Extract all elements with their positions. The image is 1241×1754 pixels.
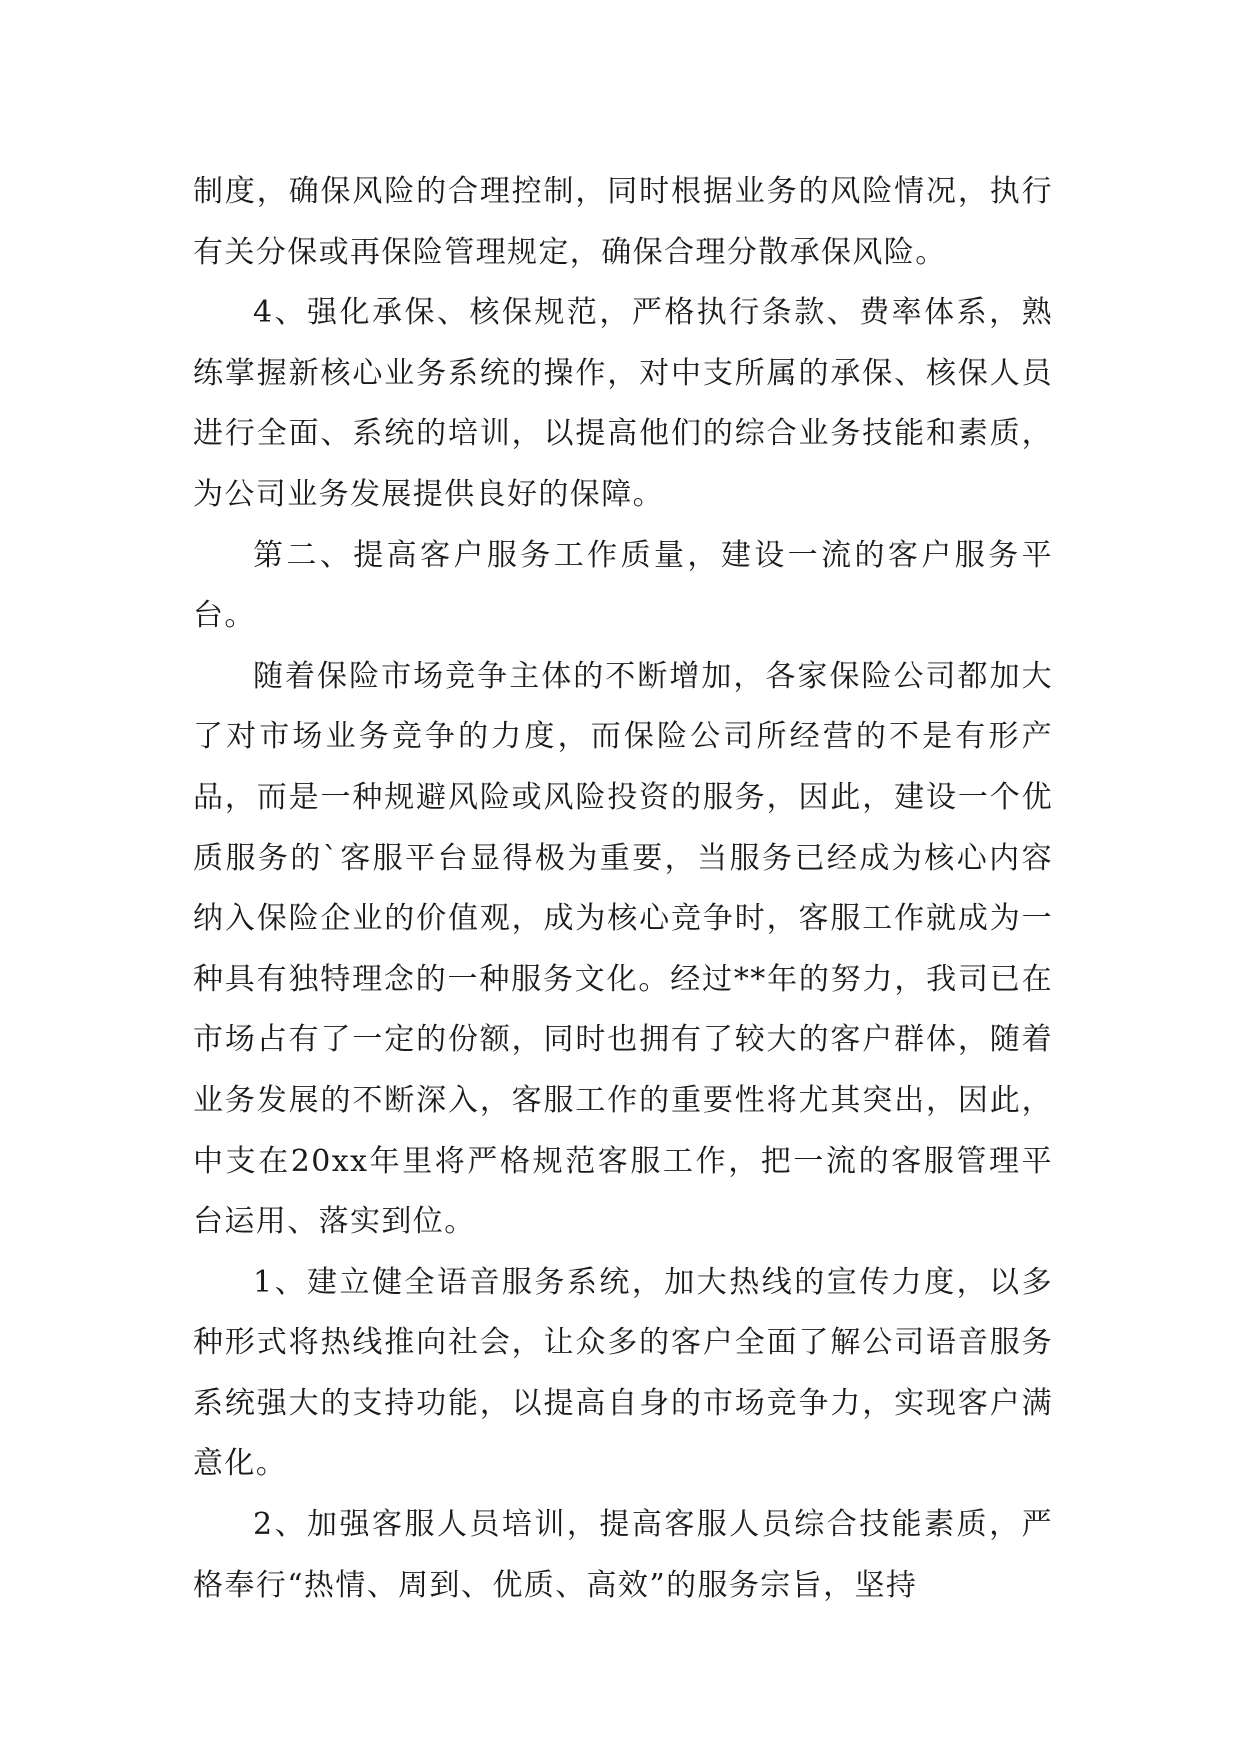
paragraph-section-heading: 第二、提高客户服务工作质量，建设一流的客户服务平台。	[193, 537, 1053, 634]
paragraph-voice-service: 1、建立健全语音服务系统，加大热线的宣传力度，以多种形式将热线推向社会，让众多的客户全面了解公司语音服务系统强大的支持功能，以提高自身的市场竞争力，实现客户满意化。	[193, 1264, 1053, 1482]
document-body	[193, 162, 1053, 1616]
paragraph-market-competition: 随着保险市场竞争主体的不断增加，各家保险公司都加大了对市场业务竞争的力度，而保险公司所经营的不是有形产品，而是一种规避风险或风险投资的服务，因此，建设一个优质服务的`客服平台显得极为重要，当服务已经成为核心内容纳入保险企业的价值观，成为核心竞争时，客服工作就成为一种具有独特理念的一种服务文化。经过**年的努力，我司已在市场占有了一定的份额，同时也拥有了较大的客户群体，随着业务发展的不断深入，客服工作的重要性将尤其突出，因此，中支在20xx年里将严格规范客服工作，把一流的客服管理平台运用、落实到位。	[193, 658, 1053, 1240]
paragraph-continuation: 制度，确保风险的合理控制，同时根据业务的风险情况，执行有关分保或再保险管理规定，确保合理分散承保风险。	[193, 174, 1053, 270]
paragraph-staff-training: 2、加强客服人员培训，提高客服人员综合技能素质，严格奉行“热情、周到、优质、高效”的服务宗旨，坚持	[193, 1507, 1053, 1603]
paragraph-underwriting-norms: 4、强化承保、核保规范，严格执行条款、费率体系，熟练掌握新核心业务系统的操作，对中支所属的承保、核保人员进行全面、系统的培训，以提高他们的综合业务技能和素质，为公司业务发展提供良好的保障。	[193, 295, 1053, 512]
